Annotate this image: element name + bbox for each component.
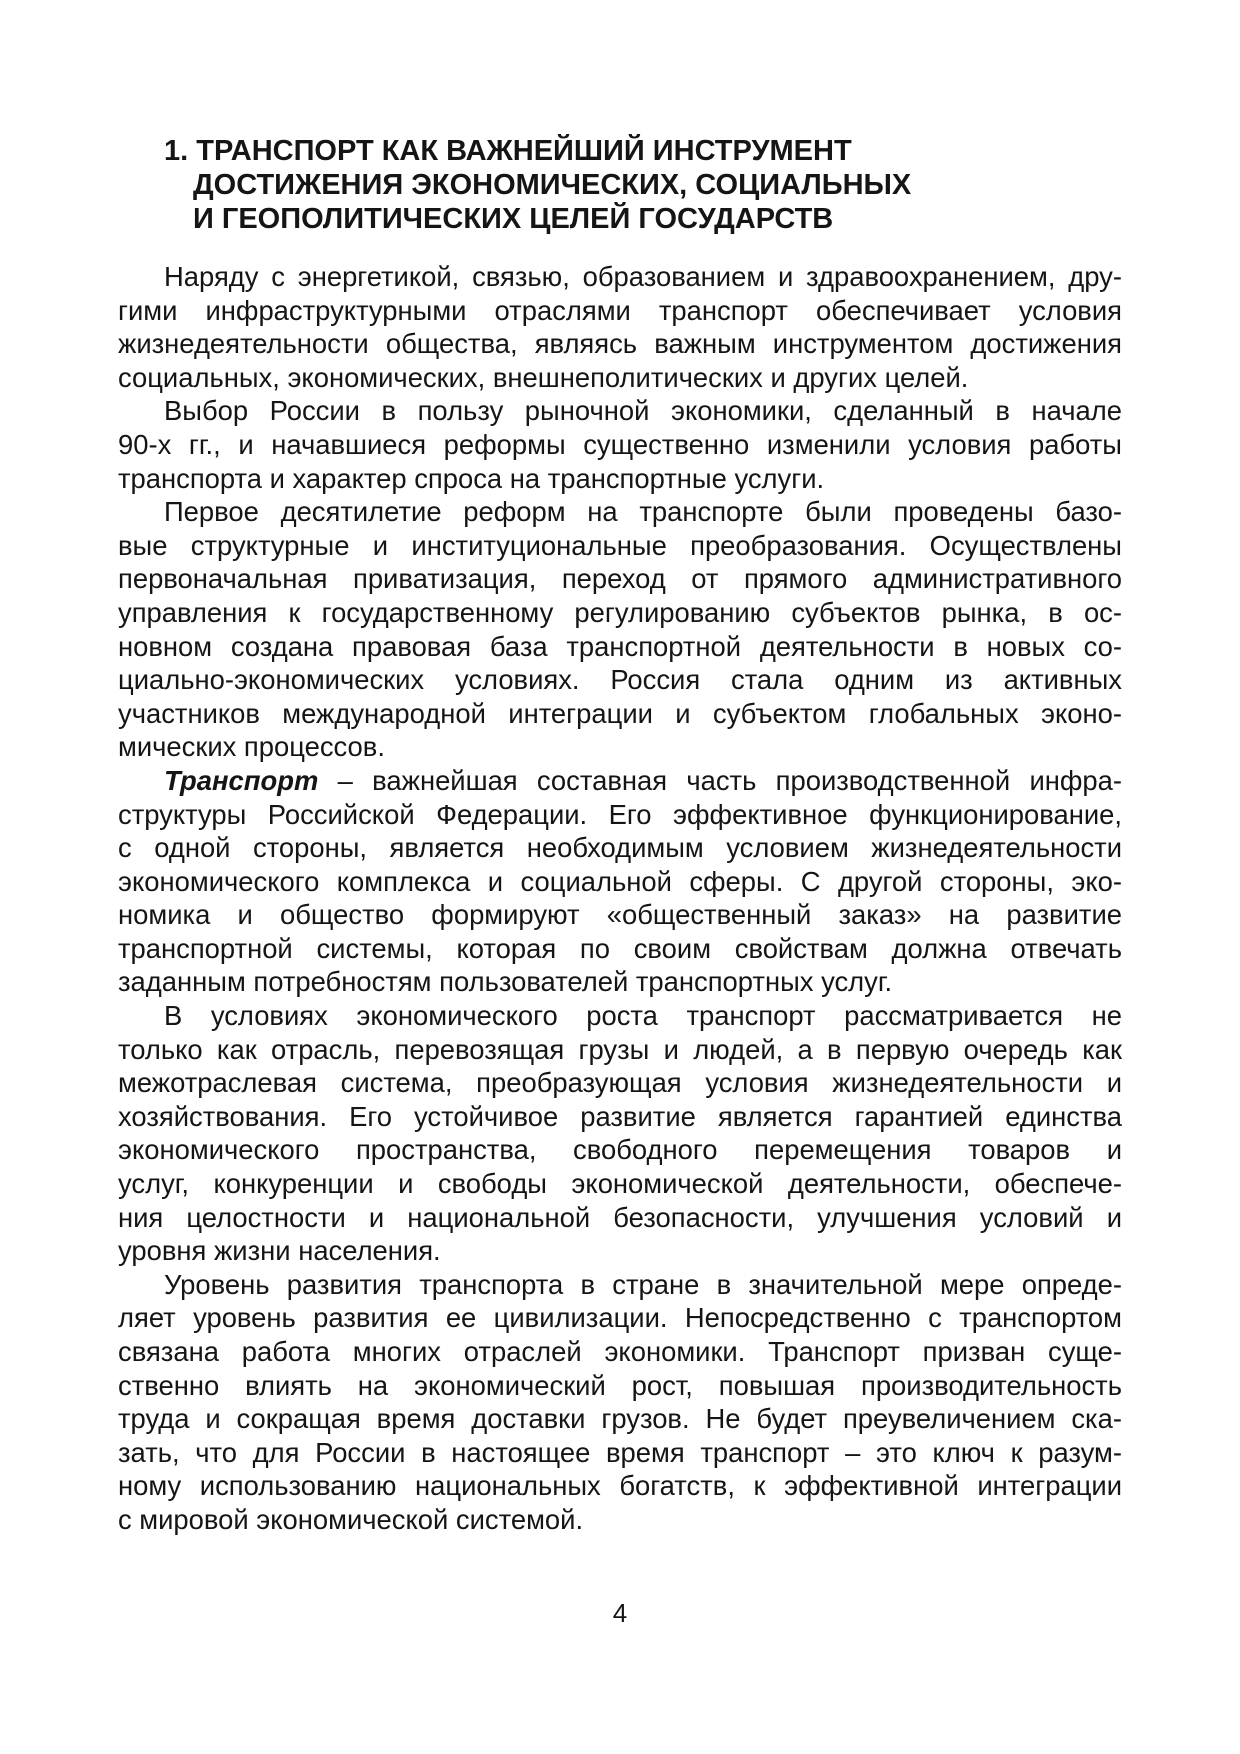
paragraph-4 — [118, 764, 1122, 999]
heading-line-1: 1. ТРАНСПОРТ КАК ВАЖНЕЙШИЙ ИНСТРУМЕНТ — [164, 135, 852, 167]
text-line: связана работа многих отраслей экономики. Транспорт призван суще- — [118, 1336, 1122, 1367]
text-line: зать, что для России в настоящее время транспорт – это ключ к разум- — [118, 1436, 1122, 1468]
text-fragment: – важнейшая составная часть производственной инфра- — [318, 764, 1122, 796]
text-line: номика и общество формируют «общественный заказ» на развитие — [118, 899, 1122, 931]
text-line — [118, 764, 1122, 798]
paragraph-3 — [118, 495, 1122, 764]
heading-line-3: И ГЕОПОЛИТИЧЕСКИХ ЦЕЛЕЙ ГОСУДАРСТВ — [193, 203, 834, 235]
text-line: циально-экономических условиях. Россия стала одним из активных — [118, 664, 1122, 696]
text-line: структуры Российской Федерации. Его эффективное функционирование, — [118, 798, 1122, 830]
text-line: услуг, конкуренции и свободы экономической деятельности, обеспече- — [118, 1168, 1122, 1200]
text-line: заданным потребностям пользователей транспортных услуг. — [118, 966, 893, 998]
text-line: ственно влиять на экономический рост, повышая производительность — [118, 1369, 1122, 1401]
heading-line-2: ДОСТИЖЕНИЯ ЭКОНОМИЧЕСКИХ, СОЦИАЛЬНЫХ — [193, 169, 912, 201]
body-text — [118, 260, 1122, 1537]
text-line: межотраслевая система, преобразующая условия жизнедеятельности и — [118, 1067, 1122, 1099]
text-line: 90-х гг., и начавшиеся реформы существенно изменили условия работы — [118, 428, 1122, 460]
text-line: участников международной интеграции и субъектом глобальных эконо- — [118, 697, 1122, 729]
paragraph-2 — [118, 394, 1122, 495]
text-line: В условиях экономического роста транспорт рассматривается не — [164, 1000, 1122, 1032]
text-line: хозяйствования. Его устойчивое развитие является гарантией единства — [118, 1100, 1122, 1132]
term-highlight: Транспорт — [164, 764, 319, 796]
text-line: гими инфраструктурными отраслями транспорт обеспечивает условия — [118, 294, 1122, 326]
text-line: вые структурные и институциональные преобразования. Осуществлены — [118, 529, 1122, 561]
paragraph-5 — [118, 999, 1122, 1268]
paragraph-6 — [118, 1268, 1122, 1537]
text-line: социальных, экономических, внешнеполитических и других целей. — [118, 361, 969, 393]
paragraph-1 — [118, 260, 1122, 394]
text-line: транспортной системы, которая по своим свойствам должна отвечать — [118, 932, 1122, 964]
text-line: экономического пространства, свободного перемещения товаров и — [118, 1134, 1122, 1166]
text-line: мических процессов. — [118, 731, 385, 763]
text-line: труда и сокращая время доставки грузов. Не будет преувеличением ска- — [118, 1403, 1122, 1435]
text-line: ляет уровень развития ее цивилизации. Непосредственно с транспортом — [118, 1302, 1122, 1334]
text-line: ния целостности и национальной безопасности, улучшения условий и — [118, 1201, 1122, 1233]
text-line: только как отрасль, перевозящая грузы и людей, а в первую очередь как — [118, 1033, 1122, 1065]
text-line: экономического комплекса и социальной сферы. С другой стороны, эко- — [118, 865, 1122, 897]
text-line: жизнедеятельности общества, являясь важным инструментом достижения — [118, 328, 1122, 360]
page-number: 4 — [612, 1598, 628, 1628]
text-line: управления к государственному регулированию субъектов рынка, в ос- — [118, 596, 1122, 628]
text-line: ному использованию национальных богатств, к эффективной интеграции — [118, 1470, 1122, 1502]
text-line: новном создана правовая база транспортной деятельности в новых со- — [118, 630, 1122, 662]
text-line: транспорта и характер спроса на транспортные услуги. — [118, 462, 825, 494]
text-line: Выбор России в пользу рыночной экономики, сделанный в начале — [164, 395, 1122, 427]
text-line: с одной стороны, является необходимым условием жизнедеятельности — [118, 832, 1122, 864]
chapter-heading — [164, 134, 1064, 236]
text-line: Первое десятилетие реформ на транспорте были проведены базо- — [164, 496, 1122, 528]
text-line: Уровень развития транспорта в стране в значительной мере опреде- — [164, 1268, 1122, 1300]
text-line: уровня жизни населения. — [118, 1235, 441, 1267]
text-line: первоначальная приватизация, переход от прямого административного — [118, 563, 1122, 595]
text-line: Наряду с энергетикой, связью, образованием и здравоохранением, дру- — [164, 261, 1122, 292]
text-line: с мировой экономической системой. — [118, 1503, 584, 1535]
